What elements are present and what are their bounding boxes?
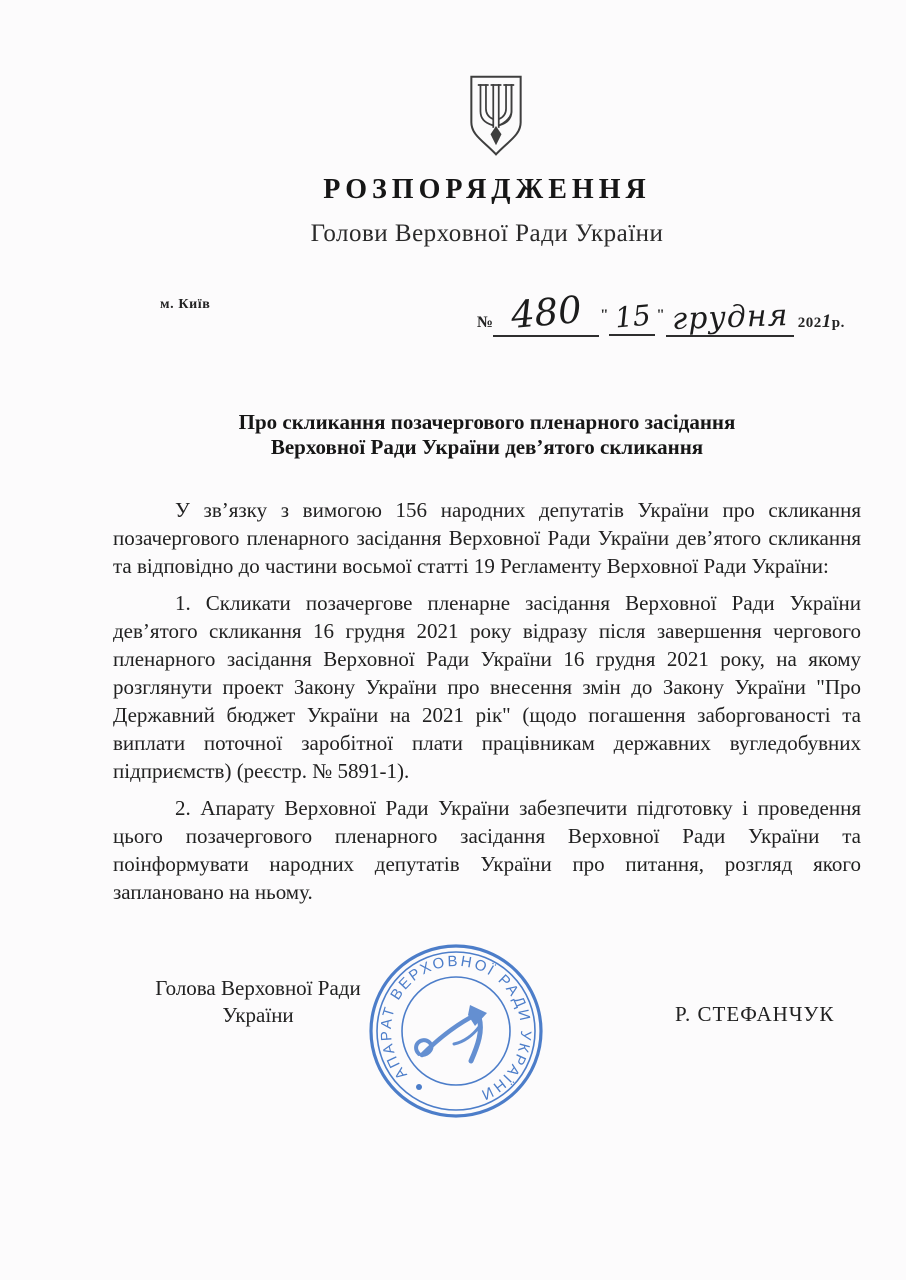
handwritten-year-digit: 1 xyxy=(821,311,832,332)
month-blank xyxy=(666,297,794,338)
number-blank xyxy=(493,288,599,337)
number-date-group xyxy=(477,266,845,338)
paragraph-intro: У зв’язку з вимогою 156 народних депутатів України про скликання позачергового пленарного засідання Верховної Ради України дев’ятого скликання та відповідно до частини восьмої статті 19 Регламенту Верховної Ради України: xyxy=(113,498,861,578)
subject-line-1: Про скликання позачергового пленарного засідання xyxy=(238,410,736,434)
handwritten-number: 480 xyxy=(509,288,584,337)
city-label: м. Київ xyxy=(160,297,211,312)
subject-heading xyxy=(113,410,861,460)
number-sign: № xyxy=(477,314,494,331)
signer-title-line-2: України xyxy=(222,1003,294,1027)
meta-row xyxy=(0,266,906,338)
signer-title-line-1: Голова Верховної Ради xyxy=(155,976,361,1000)
year-label xyxy=(797,311,845,332)
signer-name: Р. СТЕФАНЧУК xyxy=(675,1002,835,1026)
signer-title xyxy=(148,975,368,1029)
coat-of-arms-icon xyxy=(461,74,531,158)
official-stamp xyxy=(366,941,546,1121)
handwritten-day: 15 xyxy=(613,298,652,335)
year-prefix: 202 xyxy=(797,315,822,331)
stamp-dot xyxy=(416,1084,422,1090)
document-title: РОЗПОРЯДЖЕННЯ xyxy=(323,174,651,205)
paragraph-item-2: 2. Апарату Верховної Ради України забезпечити підготовку і проведення цього позачергового пленарного засідання Верховної Ради України та поінформувати народних депутатів України про питання, розгляд якого заплановано на ньому. xyxy=(113,796,861,904)
stamp-ring-text-holder xyxy=(366,941,546,1121)
paragraph-item-1: 1. Скликати позачергове пленарне засідання Верховної Ради України дев’ятого скликання 16 грудня 2021 року відразу після завершення чергового пленарного засідання Верховної Ради України 16 грудня 2021 року, на якому розглянути проект Закону України про внесення змін до Закону України "Про Державний бюджет України на 2021 рік" (щодо погашення заборгованості та виплати поточної заробітної плати працівникам державних вугледобувних підприємств) (реєстр. № 5891-1). xyxy=(113,591,861,783)
close-quote: " xyxy=(656,307,665,323)
year-suffix: р. xyxy=(831,315,845,331)
handwritten-month: грудня xyxy=(670,297,789,338)
day-blank xyxy=(609,298,655,336)
open-quote: " xyxy=(600,307,609,323)
document-subtitle: Голови Верховної Ради України xyxy=(310,220,664,247)
stamp-ink-signature xyxy=(416,1005,487,1061)
subject-line-2: Верховної Ради України дев’ятого скликання xyxy=(270,435,704,459)
document-body xyxy=(113,496,861,915)
stamp-ring-text: АПАРАТ ВЕРХОВНОЇ РАДИ УКРАЇНИ xyxy=(377,952,535,1104)
